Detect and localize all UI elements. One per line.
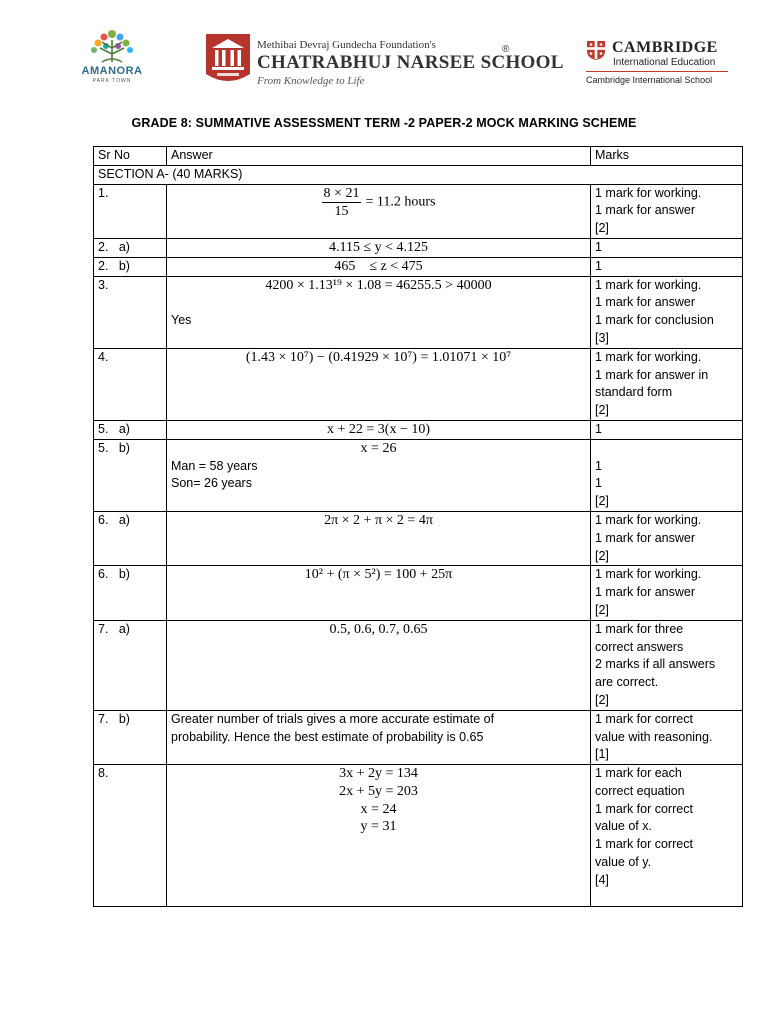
answer-math-line: (1.43 × 10⁷) − (0.41929 × 10⁷) = 1.01071 × 10⁷ <box>245 349 512 365</box>
row-answer <box>167 238 591 257</box>
answer-text-line: Yes <box>171 313 192 328</box>
school-emblem-icon <box>203 30 253 86</box>
row-answer <box>167 420 591 439</box>
amanora-sub: PARK TOWN <box>92 78 132 84</box>
header-marks: Marks <box>591 147 743 166</box>
table-row <box>94 184 743 238</box>
document-title: GRADE 8: SUMMATIVE ASSESSMENT TERM -2 PAPER-2 MOCK MARKING SCHEME <box>131 116 637 130</box>
marks-line: are correct. <box>595 675 659 690</box>
row-answer <box>167 439 591 511</box>
marks-line: 1 mark for each <box>595 766 682 781</box>
answer-text-line: Son= 26 years <box>171 476 252 491</box>
answer-math-line: y = 31 <box>360 819 397 835</box>
row-sr-no: 3. <box>94 276 167 348</box>
table-row <box>94 620 743 710</box>
fraction-denominator: 15 <box>334 203 349 219</box>
row-answer <box>167 566 591 620</box>
school-tagline: From Knowledge to Life <box>257 75 365 87</box>
marks-line: 1 mark for three <box>595 621 684 636</box>
cambridge-name: CAMBRIDGE <box>612 39 718 56</box>
row-marks <box>591 420 743 439</box>
row-sr-no: 2. a) <box>94 238 167 257</box>
row-marks <box>591 511 743 565</box>
marks-line: value of x. <box>595 819 652 834</box>
marks-line: [2] <box>595 221 609 236</box>
marks-line: 1 mark for correct <box>595 837 693 852</box>
registered-mark: ® <box>502 44 510 55</box>
marks-line: [1] <box>595 747 609 762</box>
row-sr-no: 4. <box>94 348 167 420</box>
row-answer <box>167 511 591 565</box>
answer-math-line: 2π × 2 + π × 2 = 4π <box>324 512 433 528</box>
row-sr-no: 5. a) <box>94 420 167 439</box>
answer-math-line: 465 ≤ z < 475 <box>334 258 423 274</box>
table-row <box>94 276 743 348</box>
marks-line: 1 <box>595 421 602 436</box>
page-header <box>0 0 768 100</box>
amanora-name: AMANORA <box>81 65 143 77</box>
marks-line: value of y. <box>595 855 652 870</box>
school-foundation: Methibai Devraj Gundecha Foundation's <box>257 39 436 51</box>
answer-text-line: Man = 58 years <box>171 458 258 473</box>
marks-line <box>595 440 738 458</box>
answer-math-line: 10² + (π × 5²) = 100 + 25π <box>304 567 453 583</box>
answer-text-line: Greater number of trials gives a more accurate estimate of <box>171 711 495 726</box>
answer-math-line: x + 22 = 3(x − 10) <box>326 421 430 437</box>
row-marks <box>591 439 743 511</box>
row-sr-no: 5. b) <box>94 439 167 511</box>
row-sr-no: 7. b) <box>94 710 167 764</box>
answer-math-line: 2x + 5y = 203 <box>339 783 418 799</box>
marks-line: 1 mark for answer <box>595 530 696 545</box>
marks-line: 1 <box>595 258 602 273</box>
section-heading: SECTION A- (40 MARKS) <box>94 165 743 184</box>
marks-line: correct answers <box>595 639 684 654</box>
marks-line: 1 mark for correct <box>595 801 693 816</box>
table-row <box>94 420 743 439</box>
marks-line: [4] <box>595 872 609 887</box>
answer-math-line: x = 26 <box>360 440 397 456</box>
row-marks <box>591 566 743 620</box>
marks-line: 1 mark for working. <box>595 349 702 364</box>
marks-line: 2 marks if all answers <box>595 657 716 672</box>
table-row <box>94 511 743 565</box>
row-marks <box>591 710 743 764</box>
answer-math-line: 4200 × 1.13¹⁹ × 1.08 = 46255.5 > 40000 <box>265 277 492 293</box>
row-marks <box>591 620 743 710</box>
marks-line: 1 <box>595 239 602 254</box>
marks-line: [2] <box>595 692 609 707</box>
answer-text-line: probability. Hence the best estimate of probability is 0.65 <box>171 729 484 744</box>
table-row <box>94 257 743 276</box>
marks-line: [2] <box>595 494 609 509</box>
row-answer <box>167 710 591 764</box>
marks-line: standard form <box>595 385 673 400</box>
row-marks <box>591 765 743 907</box>
cambridge-crest-icon <box>586 40 606 60</box>
row-marks <box>591 238 743 257</box>
fraction-numerator: 8 × 21 <box>323 185 360 201</box>
table-row <box>94 348 743 420</box>
row-answer <box>167 620 591 710</box>
table-header-row <box>94 147 743 166</box>
marks-line: 1 mark for working. <box>595 512 702 527</box>
table-row <box>94 710 743 764</box>
row-answer <box>167 348 591 420</box>
cambridge-divider <box>586 71 728 72</box>
answer-math-line: 3x + 2y = 134 <box>339 766 418 782</box>
marks-line: 1 mark for answer <box>595 295 696 310</box>
table-row <box>94 439 743 511</box>
marks-line: 1 mark for working. <box>595 185 702 200</box>
answer-math-line <box>171 185 586 220</box>
math-rest: = 11.2 hours <box>365 194 436 210</box>
row-sr-no: 6. a) <box>94 511 167 565</box>
marks-line: 1 mark for conclusion <box>595 313 714 328</box>
marks-line: 1 mark for working. <box>595 567 702 582</box>
header-answer: Answer <box>167 147 591 166</box>
row-marks <box>591 276 743 348</box>
table-row <box>94 566 743 620</box>
marks-line: value with reasoning. <box>595 729 713 744</box>
row-sr-no: 8. <box>94 765 167 907</box>
school-name: CHATRABHUJ NARSEE SCHOOL <box>257 52 564 73</box>
marks-line: 1 mark for correct <box>595 711 693 726</box>
cambridge-logo <box>586 38 746 94</box>
table-row <box>94 238 743 257</box>
row-sr-no: 2. b) <box>94 257 167 276</box>
marks-line: [2] <box>595 403 609 418</box>
section-row <box>94 165 743 184</box>
row-answer <box>167 765 591 907</box>
row-marks <box>591 257 743 276</box>
marks-line: 1 mark for working. <box>595 277 702 292</box>
row-answer <box>167 276 591 348</box>
row-marks <box>591 184 743 238</box>
marks-line: [2] <box>595 602 609 617</box>
answer-fraction <box>322 185 362 220</box>
answer-math-line: 4.115 ≤ y < 4.125 <box>328 239 429 255</box>
school-logo <box>200 30 564 90</box>
table-row <box>94 765 743 907</box>
row-answer <box>167 184 591 238</box>
marks-line: [3] <box>595 330 609 345</box>
answer-math-line: x = 24 <box>360 801 397 817</box>
amanora-logo <box>72 28 152 88</box>
cambridge-subtitle: International Education <box>613 57 716 68</box>
marks-line: 1 mark for answer <box>595 203 696 218</box>
cambridge-school-label: Cambridge International School <box>586 75 713 85</box>
header-sr-no: Sr No <box>94 147 167 166</box>
row-sr-no: 6. b) <box>94 566 167 620</box>
marks-line: 1 <box>595 458 602 473</box>
row-sr-no: 7. a) <box>94 620 167 710</box>
marks-line: 1 mark for answer <box>595 585 696 600</box>
amanora-tree-icon <box>72 28 152 66</box>
marks-line: correct equation <box>595 783 685 798</box>
answer-math-line: 0.5, 0.6, 0.7, 0.65 <box>329 621 428 637</box>
row-sr-no: 1. <box>94 184 167 238</box>
marks-line: [2] <box>595 548 609 563</box>
row-answer <box>167 257 591 276</box>
row-marks <box>591 348 743 420</box>
marks-line: 1 mark for answer in <box>595 367 709 382</box>
marking-scheme-table <box>93 146 743 907</box>
marks-line: 1 <box>595 476 602 491</box>
